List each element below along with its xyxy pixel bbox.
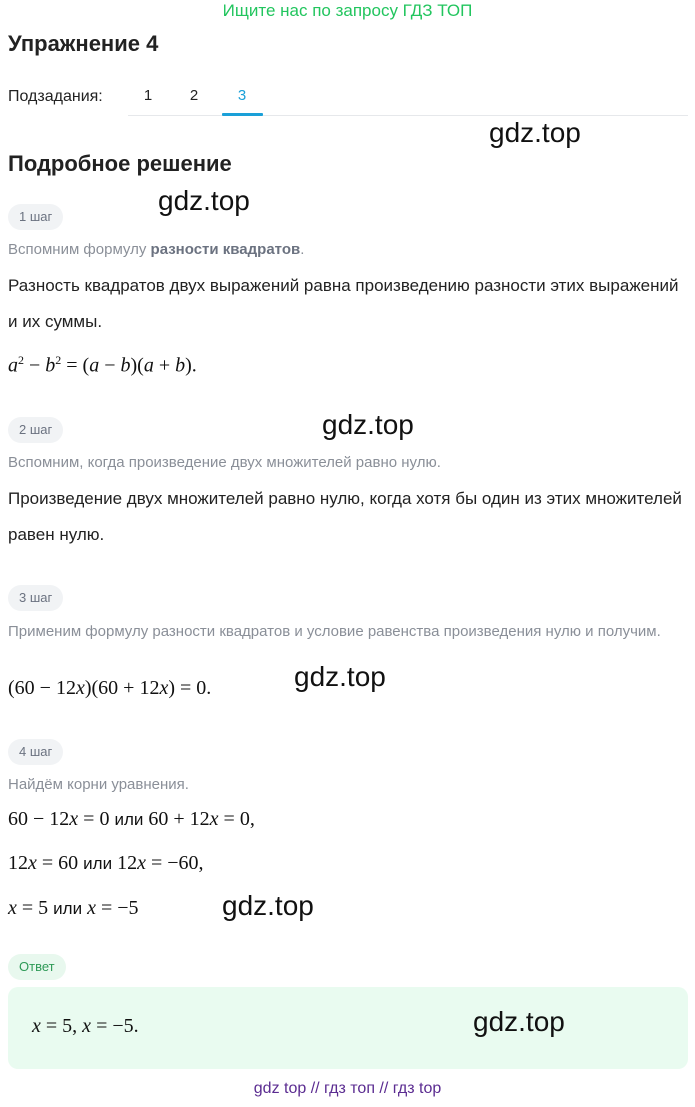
tabs-divider <box>128 115 688 116</box>
step-1-text: Разность квадратов двух выражений равна произведению разности этих выражений и их суммы. <box>8 276 679 331</box>
footer-links[interactable]: gdz top // гдз топ // гдз top <box>253 1080 442 1097</box>
step-1-formula: $a^2 - b^2 = (a - b)(a + b)$. <box>8 353 197 377</box>
watermark: gdz.top <box>322 409 414 440</box>
step-3-formula: (60 − 12x)(60 + 12x) = 0. <box>8 677 212 699</box>
promo-banner[interactable]: Ищите нас по запросу ГДЗ ТОП <box>222 1 473 20</box>
step-3-hint: Применим формулу разности квадратов и условие равенства произведения нулю и получим. <box>8 623 661 640</box>
tab-subtask-1[interactable]: 1 <box>143 87 153 104</box>
tab-subtask-3[interactable]: 3 <box>237 87 247 104</box>
step-4-line-1: 60 − 12x = 0 или 60 + 12x = 0, <box>8 808 255 830</box>
watermark: gdz.top <box>473 1006 565 1037</box>
step-4-line-3: x = 5 или x = −5 <box>8 897 139 919</box>
watermark: gdz.top <box>222 890 314 921</box>
subtasks-label: Подзадания: <box>8 88 103 105</box>
step-4-badge: 4 шаг <box>8 739 63 765</box>
step-2-text: Произведение двух множителей равно нулю, когда хотя бы один из этих множителей равен нулю. <box>8 489 682 544</box>
answer-formula: x = 5, x = −5. <box>32 1015 139 1037</box>
page-title: Упражнение 4 <box>8 31 159 56</box>
step-4-hint: Найдём корни уравнения. <box>8 776 189 793</box>
answer-badge: Ответ <box>8 954 66 980</box>
section-title: Подробное решение <box>8 151 232 176</box>
step-3-badge: 3 шаг <box>8 585 63 611</box>
step-4-line-2: 12x = 60 или 12x = −60, <box>8 852 204 874</box>
watermark: gdz.top <box>294 661 386 692</box>
step-1-hint: Вспомним формулу разности квадратов. <box>8 241 305 258</box>
watermark: gdz.top <box>158 185 250 216</box>
step-2-hint: Вспомним, когда произведение двух множителей равно нулю. <box>8 454 441 471</box>
watermark: gdz.top <box>489 117 581 148</box>
active-tab-indicator <box>222 113 263 116</box>
tab-subtask-2[interactable]: 2 <box>189 87 199 104</box>
step-2-badge: 2 шаг <box>8 417 63 443</box>
step-1-badge: 1 шаг <box>8 204 63 230</box>
